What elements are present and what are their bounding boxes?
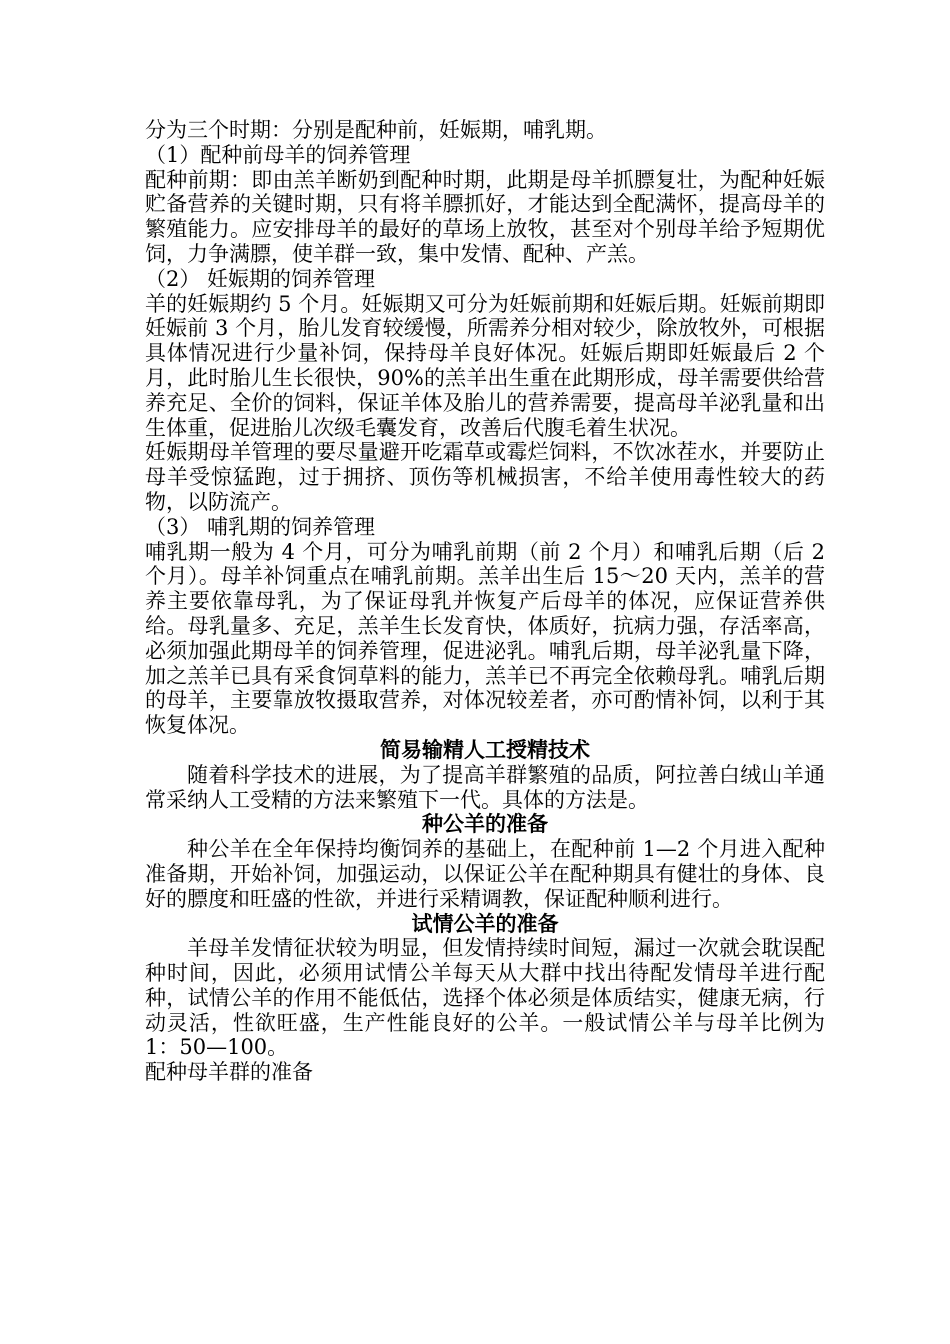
paragraph-pre-breeding: 配种前期：即由羔羊断奶到配种时期，此期是母羊抓膘复壮，为配种妊娠贮备营养的关键时期，只有将羊膘抓好，才能达到全配满怀，提高母羊的繁殖能力。应安排母羊的最好的草场上放牧，甚至对个别母羊给予短期优饲，力争满膘，使羊群一致，集中发情、配种、产羔。 bbox=[145, 167, 825, 266]
paragraph-pregnancy-1: 羊的妊娠期约 5 个月。妊娠期又可分为妊娠前期和妊娠后期。妊娠前期即妊娠前 3 个月，胎儿发育较缓慢，所需养分相对较少，除放牧外，可根据具体情况进行少量补饲，保持母羊良好体况。妊娠后期即妊娠最后 2 个月，此时胎儿生长很快，90%的羔羊出生重在此期形成，母羊需要供给营养充足、全价的饲料，保证羊体及胎儿的营养需要，提高母羊泌乳量和出生体重，促进胎儿次级毛囊发育，改善后代腹毛着生状况。 bbox=[145, 291, 825, 440]
paragraph-pregnancy-2: 妊娠期母羊管理的要尽量避开吃霜草或霉烂饲料，不饮冰茬水，并要防止母羊受惊猛跑，过于拥挤、顶伤等机械损害，不给羊使用毒性较大的药物，以防流产。 bbox=[145, 440, 825, 514]
subheading-lactation: （3） 哺乳期的饲养管理 bbox=[145, 514, 376, 539]
heading-teaser-ram: 试情公羊的准备 bbox=[411, 911, 559, 936]
paragraph-ai-technique: 随着科学技术的进展，为了提高羊群繁殖的品质，阿拉善白绒山羊通常采纳人工受精的方法来繁殖下一代。具体的方法是。 bbox=[145, 762, 825, 812]
paragraph-breeding-ram: 种公羊在全年保持均衡饲养的基础上，在配种前 1—2 个月进入配种准备期，开始补饲，加强运动，以保证公羊在配种期具有健壮的身体、良好的膘度和旺盛的性欲，并进行采精调教，保证配种顺利进行。 bbox=[145, 837, 825, 911]
heading-ai-technique: 简易输精人工授精技术 bbox=[380, 737, 590, 762]
subheading-ewe-flock: 配种母羊群的准备 bbox=[145, 1060, 313, 1085]
subheading-pregnancy: （2） 妊娠期的饲养管理 bbox=[145, 266, 376, 291]
heading-breeding-ram: 种公羊的准备 bbox=[422, 812, 548, 837]
document-body bbox=[145, 118, 825, 1085]
paragraph-teaser-ram: 羊母羊发情征状较为明显，但发情持续时间短，漏过一次就会耽误配种时间，因此，必须用试情公羊每天从大群中找出待配发情母羊进行配种，试情公羊的作用不能低估，选择个体必须是体质结实，健康无病，行动灵活，性欲旺盛，生产性能良好的公羊。一般试情公羊与母羊比例为 1：50—100。 bbox=[145, 936, 825, 1060]
intro-paragraph: 分为三个时期：分别是配种前，妊娠期，哺乳期。 bbox=[145, 118, 607, 142]
subheading-pre-breeding: （1）配种前母羊的饲养管理 bbox=[145, 142, 411, 167]
paragraph-lactation: 哺乳期一般为 4 个月，可分为哺乳前期（前 2 个月）和哺乳后期（后 2 个月）。母羊补饲重点在哺乳前期。羔羊出生后 15～20 天内，羔羊的营养主要依靠母乳，为了保证母乳并恢复产后母羊的体况，应保证营养供给。母乳量多、充足，羔羊生长发育快，体质好，抗病力强，存活率高，必须加强此期母羊的饲养管理，促进泌乳。哺乳后期，母羊泌乳量下降，加之羔羊已具有采食饲草料的能力，羔羊已不再完全依赖母乳。哺乳后期的母羊，主要靠放牧摄取营养，对体况较差者，亦可酌情补饲，以利于其恢复体况。 bbox=[145, 539, 825, 738]
